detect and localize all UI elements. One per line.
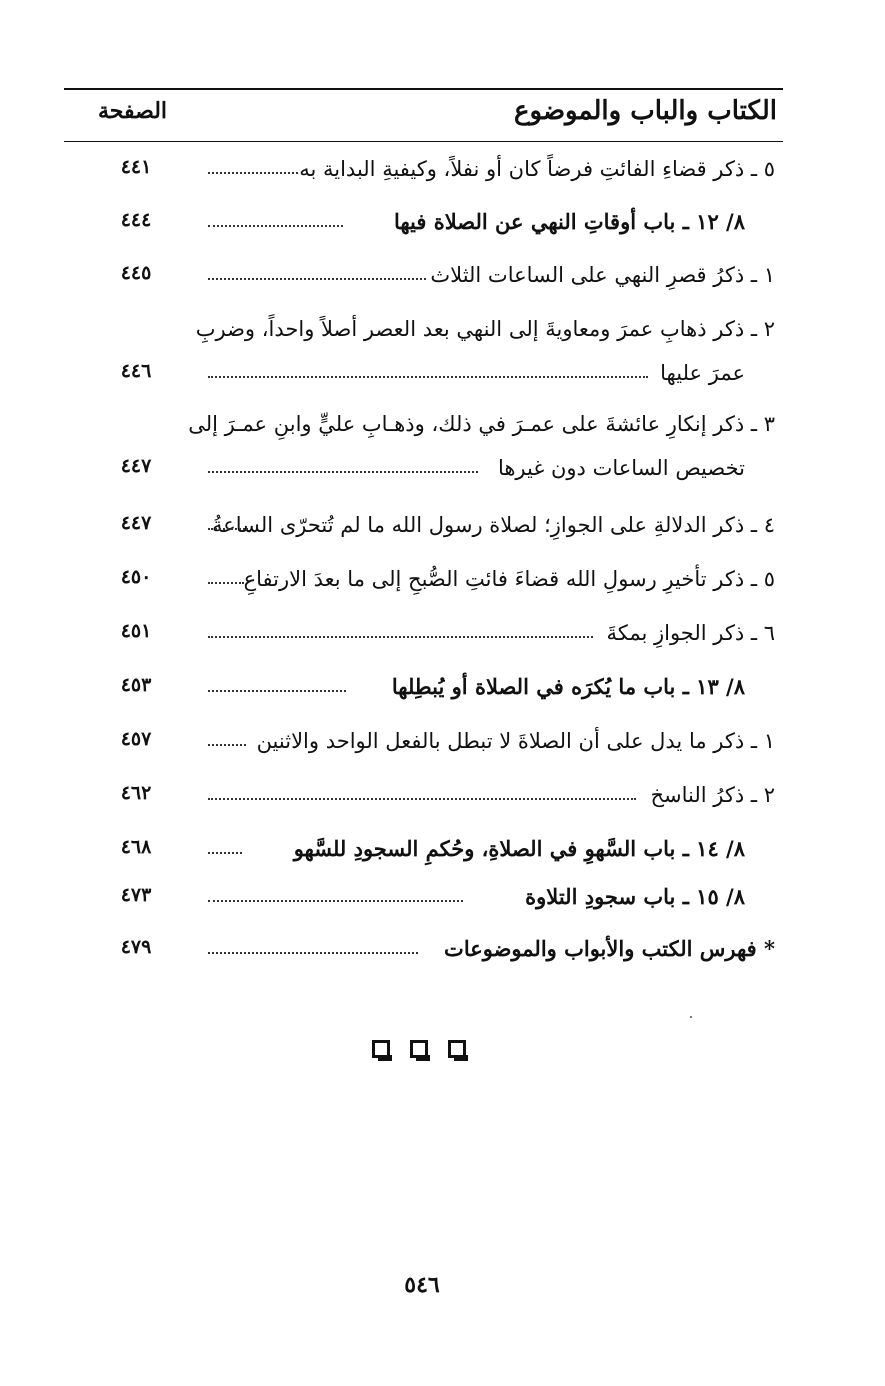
entry-title: ٨/ ١٤ ـ باب السَّهوِ في الصلاةِ، وحُكمِ السجودِ للسَّهو bbox=[293, 836, 745, 861]
toc-entry bbox=[0, 152, 885, 192]
toc-entry bbox=[0, 508, 885, 548]
leader-dots bbox=[208, 952, 418, 954]
toc-entry bbox=[0, 778, 885, 818]
toc-entry bbox=[0, 562, 885, 602]
header-top-rule bbox=[64, 88, 783, 90]
leader-dots bbox=[208, 744, 246, 746]
ornament-square-icon bbox=[448, 1040, 466, 1058]
entry-title: ٢ ـ ذكر ذهابِ عمرَ ومعاويةَ إلى النهي بعد العصر أصلاً واحداً، وضربِ bbox=[195, 317, 775, 341]
toc-entry bbox=[0, 880, 885, 920]
leader-dots bbox=[208, 798, 636, 800]
entry-title: ٤ ـ ذكر الدلالةِ على الجوازِ؛ لصلاة رسول الله ما لم تُتحرّى الساعةُ bbox=[211, 513, 775, 537]
toc-entry bbox=[0, 205, 885, 245]
entry-page-number: ٤٦٨ bbox=[120, 836, 152, 858]
toc-entry bbox=[0, 312, 885, 392]
entry-title: * فهرس الكتب والأبواب والموضوعات bbox=[444, 936, 775, 961]
entry-page-number: ٤٥١ bbox=[120, 620, 152, 642]
entry-title: ٢ ـ ذكرُ الناسخ bbox=[650, 783, 775, 807]
entry-page-number: ٤٤٥ bbox=[120, 262, 152, 284]
print-speck bbox=[690, 1016, 692, 1018]
entry-title: ١ ـ ذكر ما يدل على أن الصلاةَ لا تبطل بالفعل الواحد والاثنين bbox=[256, 729, 775, 753]
leader-dots bbox=[208, 528, 248, 530]
entry-title: ٥ ـ ذكر قضاءِ الفائتِ فرضاً كان أو نفلاً، وكيفيةِ البداية به bbox=[299, 157, 775, 181]
leader-dots bbox=[208, 690, 346, 692]
ornament-square-icon bbox=[410, 1040, 428, 1058]
entry-page-number: ٤٦٢ bbox=[120, 782, 152, 804]
toc-entry bbox=[0, 832, 885, 872]
leader-dots bbox=[208, 225, 343, 227]
entry-page-number: ٤٤٦ bbox=[120, 360, 152, 382]
entry-title: ٣ ـ ذكر إنكارِ عائشةَ على عمـرَ في ذلك، وذهـابِ عليٍّ وابنِ عمـرَ إلى bbox=[188, 412, 775, 436]
entry-page-number: ٤٤٧ bbox=[120, 512, 152, 534]
toc-entry bbox=[0, 670, 885, 710]
entry-title: ١ ـ ذكرُ قصرِ النهي على الساعات الثلاث bbox=[430, 263, 775, 287]
entry-page-number: ٤٥٧ bbox=[120, 728, 152, 750]
toc-entry bbox=[0, 616, 885, 656]
leader-dots bbox=[208, 172, 298, 174]
leader-dots bbox=[208, 278, 426, 280]
leader-dots bbox=[208, 636, 593, 638]
entry-title: ٨/ ١٢ ـ باب أوقاتِ النهي عن الصلاة فيها bbox=[393, 209, 745, 234]
header-page-column: الصفحة bbox=[98, 98, 168, 124]
toc-entry bbox=[0, 258, 885, 298]
entry-page-number: ٤٧٩ bbox=[120, 936, 152, 958]
leader-dots bbox=[208, 900, 463, 902]
header-bottom-rule bbox=[64, 141, 783, 142]
toc-entry bbox=[0, 724, 885, 764]
leader-dots bbox=[208, 376, 648, 378]
entry-title-continuation: تخصيص الساعات دون غيرها bbox=[497, 456, 745, 480]
entry-page-number: ٤٥٣ bbox=[120, 674, 152, 696]
entry-page-number: ٤٤٤ bbox=[120, 209, 152, 231]
leader-dots bbox=[208, 852, 242, 854]
section-end-ornament bbox=[372, 1040, 472, 1064]
entry-page-number: ٤٥٠ bbox=[120, 566, 152, 588]
leader-dots bbox=[208, 471, 478, 473]
toc-entry bbox=[0, 407, 885, 487]
ornament-square-icon bbox=[372, 1040, 390, 1058]
page-number: ٥٤٦ bbox=[404, 1272, 440, 1298]
toc-entry bbox=[0, 932, 885, 972]
entry-title: ٥ ـ ذكر تأخيرِ رسولِ الله قضاءَ فائتِ الصُّبحِ إلى ما بعدَ الارتفاعِ bbox=[243, 567, 775, 591]
entry-page-number: ٤٤١ bbox=[120, 156, 152, 178]
entry-page-number: ٤٤٧ bbox=[120, 455, 152, 477]
entry-title: ٨/ ١٥ ـ باب سجودِ التلاوة bbox=[525, 884, 745, 909]
entry-title: ٦ ـ ذكر الجوازِ بمكةَ bbox=[606, 621, 775, 645]
entry-title-continuation: عمرَ عليها bbox=[660, 361, 745, 385]
leader-dots bbox=[208, 582, 244, 584]
entry-title: ٨/ ١٣ ـ باب ما يُكرَه في الصلاة أو يُبطِلها bbox=[391, 674, 745, 699]
entry-page-number: ٤٧٣ bbox=[120, 884, 152, 906]
header-title: الكتاب والباب والموضوع bbox=[514, 96, 777, 126]
